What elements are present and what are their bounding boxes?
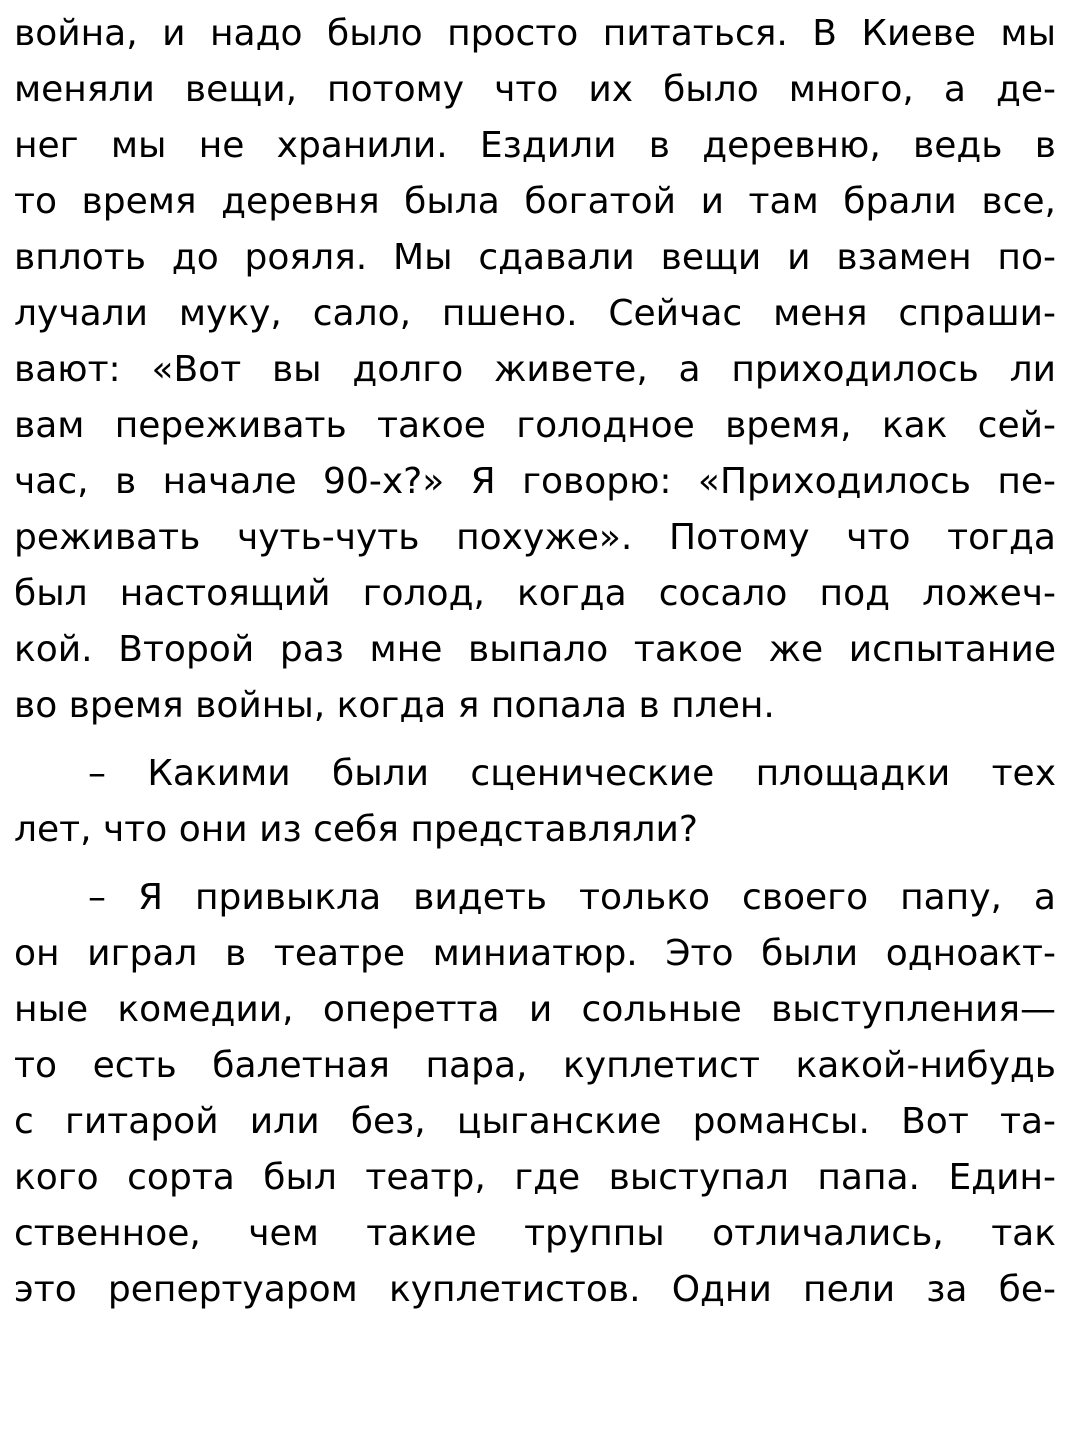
paragraph-1 <box>14 6 1056 734</box>
text-line: лучали муку, сало, пшено. Сейчас меня спраши- <box>14 293 1056 334</box>
text-line: то время деревня была богатой и там брали все, <box>14 181 1056 222</box>
text-line: кой. Второй раз мне выпало такое же испытание <box>14 629 1056 670</box>
paragraph-2 <box>14 746 1056 858</box>
text-line: – Я привыкла видеть только своего папу, а <box>88 877 1056 918</box>
text-line: ственное, чем такие труппы отличались, так <box>14 1213 1056 1254</box>
text-line: час, в начале 90-х?» Я говорю: «Приходилось пе- <box>14 461 1056 502</box>
text-line: был настоящий голод, когда сосало под ложеч- <box>14 573 1056 614</box>
text-line: реживать чуть-чуть похуже». Потому что тогда <box>14 517 1056 558</box>
text-line: вают: «Вот вы долго живете, а приходилось ли <box>14 349 1056 390</box>
text-line: нег мы не хранили. Ездили в деревню, ведь в <box>14 125 1056 166</box>
text-line: это репертуаром куплетистов. Одни пели за бе- <box>14 1269 1056 1310</box>
text-line: лет, что они из себя представляли? <box>14 809 698 850</box>
text-line: он играл в театре миниатюр. Это были одноакт- <box>14 933 1056 974</box>
text-line: вплоть до рояля. Мы сдавали вещи и взамен по- <box>14 237 1056 278</box>
paragraph-gap <box>14 734 1056 746</box>
text-line: ные комедии, оперетта и сольные выступления— <box>14 989 1056 1030</box>
document-page <box>14 6 1056 1318</box>
text-line: с гитарой или без, цыганские романсы. Вот та- <box>14 1101 1056 1142</box>
paragraph-3 <box>14 870 1056 1318</box>
text-line: кого сорта был театр, где выступал папа. Един- <box>14 1157 1056 1198</box>
text-line: вам переживать такое голодное время, как сей- <box>14 405 1056 446</box>
text-line: война, и надо было просто питаться. В Киеве мы <box>14 13 1056 54</box>
paragraph-gap <box>14 858 1056 870</box>
text-line: – Какими были сценические площадки тех <box>88 753 1056 794</box>
text-line: меняли вещи, потому что их было много, а де- <box>14 69 1056 110</box>
text-line: то есть балетная пара, куплетист какой-нибудь <box>14 1045 1056 1086</box>
text-line: во время войны, когда я попала в плен. <box>14 685 775 726</box>
